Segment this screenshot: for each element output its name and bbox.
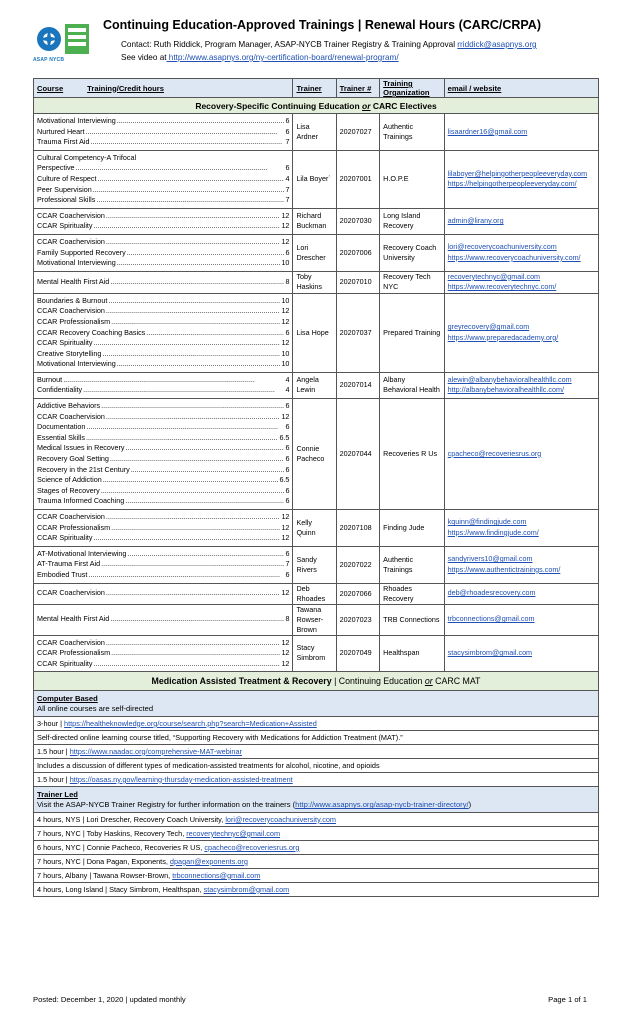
table-row bbox=[34, 293, 599, 372]
trainer-name: Stacy Simbrom bbox=[293, 635, 336, 672]
computer-course-text: Self-directed online learning course titled, “Supporting Recovery with Medications for Addiction Treatment (MAT).” bbox=[34, 731, 599, 745]
course-line bbox=[37, 153, 289, 164]
training-organization: Rhoades Recovery bbox=[380, 583, 445, 604]
course-hours: 6 bbox=[285, 401, 290, 411]
computer-based-heading: Computer Based All online courses are self-directed bbox=[34, 691, 599, 717]
section-heading-row bbox=[34, 98, 599, 114]
course-name: CCAR Coachervision bbox=[37, 210, 105, 220]
document-page bbox=[33, 18, 599, 894]
course-line bbox=[37, 570, 289, 581]
trainer-name: Angela Lewin bbox=[293, 372, 336, 398]
course-hours: 6 bbox=[285, 454, 290, 464]
course-line bbox=[37, 317, 289, 328]
training-organization: Recovery Coach University bbox=[380, 234, 445, 271]
asap-logo-icon bbox=[35, 20, 91, 58]
course-hours: 12 bbox=[281, 210, 290, 220]
course-hours: 12 bbox=[281, 588, 290, 598]
course-hours: 12 bbox=[281, 236, 290, 246]
course-hours: 6 bbox=[285, 548, 290, 558]
course-name: Creative Storytelling bbox=[37, 348, 102, 358]
course-line bbox=[37, 258, 289, 269]
course-line bbox=[37, 443, 289, 454]
table-row bbox=[34, 510, 599, 547]
course-name: Motivational Interviewing bbox=[37, 116, 116, 125]
course-name: CCAR Professionalism bbox=[37, 316, 111, 326]
trainer-name: Lisa Hope bbox=[293, 293, 336, 372]
trainer-led-heading-row bbox=[34, 787, 599, 813]
course-line bbox=[37, 433, 289, 444]
course-hours: 12 bbox=[281, 512, 290, 521]
course-hours: 8 bbox=[285, 276, 290, 286]
course-line bbox=[37, 588, 289, 599]
course-hours: 7 bbox=[285, 559, 290, 569]
trainer-number: 20207044 bbox=[336, 399, 380, 510]
course-name: Burnout bbox=[37, 374, 63, 384]
trainer-led-row bbox=[34, 813, 599, 827]
trainer-name: Sandy Rivers bbox=[293, 546, 336, 583]
course-hours: 8 bbox=[285, 614, 290, 624]
course-hours: 6 bbox=[285, 422, 290, 432]
computer-based-heading-row bbox=[34, 691, 599, 717]
contact-links-cell bbox=[444, 234, 598, 271]
contact-email-link[interactable]: rriddick@asapnys.org bbox=[457, 40, 537, 49]
course-line bbox=[37, 412, 289, 423]
course-link[interactable]: https://oasas.ny.gov/learning-thursday-medication-assisted-treatment bbox=[69, 774, 293, 784]
contact-links-cell bbox=[444, 293, 598, 372]
course-name: Confidentiality bbox=[37, 385, 83, 395]
header-trainer: Trainer bbox=[293, 79, 336, 98]
trainer-number: 20207037 bbox=[336, 293, 380, 372]
trainer-led-row bbox=[34, 841, 599, 855]
course-line bbox=[37, 359, 289, 370]
section-heading: Recovery-Specific Continuing Education or CARC Electives bbox=[34, 98, 599, 114]
trainer-number: 20207001 bbox=[336, 150, 380, 208]
table-row bbox=[34, 114, 599, 151]
course-hours: 6.5 bbox=[279, 432, 290, 442]
trainer-led-text: 4 hours, Long Island | Stacy Simbrom, Healthspan, stacysimbrom@gmail.com bbox=[34, 883, 599, 897]
course-hours: 6 bbox=[285, 247, 290, 257]
computer-course-text: 3-hour | https://healtheknowledge.org/course/search.php?search=Medication+Assisted bbox=[34, 717, 599, 731]
course-line bbox=[37, 512, 289, 523]
course-list-cell bbox=[34, 234, 293, 271]
course-line bbox=[37, 163, 289, 174]
course-line bbox=[37, 221, 289, 232]
course-hours: 12 bbox=[281, 533, 290, 543]
course-name: Motivational Interviewing bbox=[37, 359, 116, 369]
course-name: Trauma Informed Coaching bbox=[37, 496, 125, 506]
contact-links-cell bbox=[444, 510, 598, 547]
trainer-name: Deb Rhoades bbox=[293, 583, 336, 604]
course-hours: 10 bbox=[281, 258, 290, 268]
course-name: Embodied Trust bbox=[37, 569, 88, 579]
page-footer bbox=[33, 995, 587, 1004]
course-line bbox=[37, 306, 289, 317]
website-link[interactable]: https://www.recoverycoachuniversity.com/ bbox=[447, 252, 581, 262]
course-hours: 6 bbox=[285, 116, 290, 125]
contact-links-cell bbox=[444, 635, 598, 672]
course-name: Recovery in the 21st Century bbox=[37, 464, 130, 474]
trainer-led-text: 4 hours, NYS | Lori Drescher, Recovery Coach University, lori@recoverycoachuniversity.com bbox=[34, 813, 599, 827]
trainer-led-row bbox=[34, 827, 599, 841]
course-name: CCAR Recovery Coaching Basics bbox=[37, 327, 146, 337]
trainer-email-link[interactable]: stacysimbrom@gmail.com bbox=[203, 884, 290, 894]
course-name: CCAR Coachervision bbox=[37, 512, 105, 521]
course-list-cell bbox=[34, 510, 293, 547]
course-list-cell bbox=[34, 114, 293, 151]
course-name: CCAR Professionalism bbox=[37, 522, 111, 532]
course-name: CCAR Coachervision bbox=[37, 411, 105, 421]
trainer-led-text: 7 hours, NYC | Toby Haskins, Recovery Tech, recoverytechnyc@gmail.com bbox=[34, 827, 599, 841]
course-name: Nurtured Heart bbox=[37, 126, 85, 136]
course-hours: 6 bbox=[285, 327, 290, 337]
course-name: Motivational Interviewing bbox=[37, 258, 116, 268]
training-organization: TRB Connections bbox=[380, 604, 445, 635]
table-header-row bbox=[34, 79, 599, 98]
course-list-cell bbox=[34, 372, 293, 398]
header-course: Course Training/Credit hours bbox=[34, 79, 293, 98]
contact-links-cell bbox=[444, 583, 598, 604]
course-line bbox=[37, 533, 289, 544]
course-line bbox=[37, 496, 289, 507]
course-name: Peer Supervision bbox=[37, 184, 92, 194]
trainer-name: Connie Pacheco bbox=[293, 399, 336, 510]
course-line bbox=[37, 454, 289, 465]
course-line bbox=[37, 401, 289, 412]
course-list-cell bbox=[34, 271, 293, 293]
course-line bbox=[37, 549, 289, 560]
mat-heading-row bbox=[34, 672, 599, 691]
header-organization: Training Organization bbox=[380, 79, 445, 98]
contact-links-cell bbox=[444, 114, 598, 151]
trainer-number: 20207030 bbox=[336, 208, 380, 234]
trainer-number: 20207027 bbox=[336, 114, 380, 151]
course-hours: 10 bbox=[281, 359, 290, 369]
course-line bbox=[37, 248, 289, 259]
computer-course-row bbox=[34, 745, 599, 759]
course-line bbox=[37, 523, 289, 534]
trainer-email-link[interactable]: lori@recoverycoachuniversity.com bbox=[225, 814, 336, 824]
trainer-number: 20207006 bbox=[336, 234, 380, 271]
email-link[interactable]: stacysimbrom@gmail.com bbox=[447, 648, 533, 658]
course-hours: 12 bbox=[281, 522, 290, 532]
course-hours: 6 bbox=[285, 126, 290, 136]
course-line bbox=[37, 137, 289, 148]
course-name: CCAR Coachervision bbox=[37, 236, 105, 246]
course-line bbox=[37, 385, 289, 396]
email-link[interactable]: lori@recoverycoachuniversity.com bbox=[447, 242, 557, 252]
trainer-led-text: 7 hours, Albany | Tawana Rowser-Brown, trbconnections@gmail.com bbox=[34, 869, 599, 883]
course-name: Medical Issues in Recovery bbox=[37, 443, 125, 453]
course-name: CCAR Coachervision bbox=[37, 306, 105, 316]
email-link[interactable]: greyrecovery@gmail.com bbox=[447, 322, 530, 332]
table-row bbox=[34, 635, 599, 672]
course-line bbox=[37, 296, 289, 307]
course-line bbox=[37, 638, 289, 649]
email-link[interactable]: recoverytechnyc@gmail.com bbox=[447, 271, 541, 281]
posted-date: Posted: December 1, 2020 | updated monthly bbox=[33, 995, 186, 1004]
email-link[interactable]: sandyrivers10@gmail.com bbox=[447, 554, 533, 564]
trainer-number: 20207014 bbox=[336, 372, 380, 398]
course-line bbox=[37, 116, 289, 127]
course-name: CCAR Spirituality bbox=[37, 533, 93, 543]
trainer-led-row bbox=[34, 883, 599, 897]
trainer-number: 20207066 bbox=[336, 583, 380, 604]
course-hours: 6 bbox=[285, 496, 290, 506]
course-line bbox=[37, 486, 289, 497]
table-row bbox=[34, 208, 599, 234]
course-name: CCAR Spirituality bbox=[37, 338, 93, 348]
trainer-led-row bbox=[34, 855, 599, 869]
contact-text: Contact: Ruth Riddick, Program Manager, ASAP-NYCB Trainer Registry & Training Approval bbox=[121, 40, 456, 49]
training-organization: Healthspan bbox=[380, 635, 445, 672]
course-name: Recovery Goal Setting bbox=[37, 454, 109, 464]
course-line bbox=[37, 211, 289, 222]
course-name: CCAR Coachervision bbox=[37, 588, 105, 598]
course-line bbox=[37, 648, 289, 659]
course-name: Documentation bbox=[37, 422, 86, 432]
course-link[interactable]: https://www.naadac.org/comprehensive-MAT-webinar bbox=[69, 746, 242, 756]
course-link[interactable]: https://healtheknowledge.org/course/search.php?search=Medication+Assisted bbox=[64, 718, 317, 728]
trainer-name: Lila Boyer` bbox=[293, 150, 336, 208]
training-organization: Authentic Trainings bbox=[380, 546, 445, 583]
course-hours: 7 bbox=[285, 137, 290, 147]
course-list-cell bbox=[34, 293, 293, 372]
course-line bbox=[37, 465, 289, 476]
course-line bbox=[37, 659, 289, 670]
course-hours: 10 bbox=[281, 348, 290, 358]
email-link[interactable]: trbconnections@gmail.com bbox=[447, 614, 535, 624]
email-link[interactable]: lisaardner16@gmail.com bbox=[447, 126, 528, 136]
course-name: AT-Motivational Interviewing bbox=[37, 548, 127, 558]
email-link[interactable]: kquinn@findingjude.com bbox=[447, 517, 527, 527]
course-hours: 12 bbox=[281, 648, 290, 658]
trainer-number: 20207023 bbox=[336, 604, 380, 635]
table-row bbox=[34, 372, 599, 398]
email-link[interactable]: lilaboyer@helpingotherpeopleeveryday.com bbox=[447, 168, 588, 178]
see-video-text: See video at bbox=[121, 53, 167, 62]
training-organization: Recoveries R Us bbox=[380, 399, 445, 510]
training-organization: Prepared Training bbox=[380, 293, 445, 372]
course-name: Perspective bbox=[37, 163, 75, 173]
trainer-led-row bbox=[34, 869, 599, 883]
course-name: Trauma First Aid bbox=[37, 137, 90, 147]
contact-links-cell bbox=[444, 208, 598, 234]
table-row bbox=[34, 399, 599, 510]
course-list-cell bbox=[34, 604, 293, 635]
header-email-website: email / website bbox=[444, 79, 598, 98]
course-name: Science of Addiction bbox=[37, 475, 102, 485]
course-list-cell bbox=[34, 635, 293, 672]
course-line bbox=[37, 127, 289, 138]
course-hours: 6 bbox=[285, 464, 290, 474]
trainer-name: Lori Drescher bbox=[293, 234, 336, 271]
email-link[interactable]: alewin@albanybehavioralhealthllc.com bbox=[447, 374, 572, 384]
course-name: Boundaries & Burnout bbox=[37, 295, 108, 305]
table-row bbox=[34, 546, 599, 583]
course-line bbox=[37, 422, 289, 433]
course-hours: 12 bbox=[281, 637, 290, 647]
contact-links-cell bbox=[444, 271, 598, 293]
course-line bbox=[37, 375, 289, 386]
website-link[interactable]: https://www.preparedacademy.org/ bbox=[447, 332, 559, 342]
trainer-number: 20207049 bbox=[336, 635, 380, 672]
course-hours: 12 bbox=[281, 316, 290, 326]
renewal-program-link[interactable]: http://www.asapnys.org/ny-certification-board/renewal-program/ bbox=[166, 53, 399, 62]
course-name: Mental Health First Aid bbox=[37, 614, 110, 624]
course-name: Mental Health First Aid bbox=[37, 276, 110, 286]
course-name: Culture of Respect bbox=[37, 173, 97, 183]
contact-links-cell bbox=[444, 150, 598, 208]
trainings-table bbox=[33, 78, 599, 897]
course-name: CCAR Spirituality bbox=[37, 221, 93, 231]
course-line bbox=[37, 328, 289, 339]
contact-links-cell bbox=[444, 604, 598, 635]
contact-links-cell bbox=[444, 546, 598, 583]
email-link[interactable]: admin@lirany.org bbox=[447, 216, 504, 226]
trainer-number: 20207010 bbox=[336, 271, 380, 293]
course-hours: 4 bbox=[285, 173, 290, 183]
computer-course-row bbox=[34, 773, 599, 787]
computer-course-row bbox=[34, 759, 599, 773]
table-row bbox=[34, 604, 599, 635]
trainer-led-text: 7 hours, NYC | Dona Pagan, Exponents, dpagan@exponents.org bbox=[34, 855, 599, 869]
contact-links-cell bbox=[444, 372, 598, 398]
computer-course-row bbox=[34, 731, 599, 745]
trainer-number: 20207022 bbox=[336, 546, 380, 583]
course-name: CCAR Professionalism bbox=[37, 648, 111, 658]
course-line bbox=[37, 349, 289, 360]
course-name: AT-Trauma First Aid bbox=[37, 559, 101, 569]
table-row bbox=[34, 234, 599, 271]
trainer-email-link[interactable]: recoverytechnyc@gmail.com bbox=[186, 828, 281, 838]
training-organization: Finding Jude bbox=[380, 510, 445, 547]
course-hours: 12 bbox=[281, 411, 290, 421]
header-trainer-number: Trainer # bbox=[336, 79, 380, 98]
course-list-cell bbox=[34, 583, 293, 604]
course-line bbox=[37, 614, 289, 625]
course-name: Family Supported Recovery bbox=[37, 247, 126, 257]
trainer-name: Lisa Ardner bbox=[293, 114, 336, 151]
trainer-number: 20207108 bbox=[336, 510, 380, 547]
course-name: Addictive Behaviors bbox=[37, 401, 101, 411]
course-hours: 6 bbox=[285, 443, 290, 453]
website-link[interactable]: https://www.authentictrainings.com/ bbox=[447, 564, 561, 574]
trainer-email-link[interactable]: trbconnections@gmail.com bbox=[172, 870, 261, 880]
website-link[interactable]: https://helpingotherpeopleeveryday.com/ bbox=[447, 179, 577, 189]
page-number: Page 1 of 1 bbox=[548, 995, 587, 1004]
see-video-line bbox=[121, 53, 399, 62]
training-organization: Long Island Recovery bbox=[380, 208, 445, 234]
table-row bbox=[34, 271, 599, 293]
trainer-name: Tawana Rowser-Brown bbox=[293, 604, 336, 635]
course-hours: 7 bbox=[285, 195, 290, 205]
course-hours: 6 bbox=[285, 163, 290, 173]
course-name: Stages of Recovery bbox=[37, 485, 100, 495]
course-hours: 4 bbox=[285, 385, 290, 395]
course-list-cell bbox=[34, 546, 293, 583]
website-link[interactable]: https://www.findingjude.com/ bbox=[447, 527, 539, 537]
contact-line bbox=[121, 40, 537, 49]
page-title: Continuing Education-Approved Trainings | Renewal Hours (CARC/CRPA) bbox=[103, 18, 541, 32]
computer-course-text: 1.5 hour | https://www.naadac.org/comprehensive-MAT-webinar bbox=[34, 745, 599, 759]
trainer-email-link[interactable]: cpacheco@recoveriesrus.org bbox=[204, 842, 300, 852]
contact-links-cell bbox=[444, 399, 598, 510]
course-name: Professional Skills bbox=[37, 195, 96, 205]
training-organization: Albany Behavioral Health bbox=[380, 372, 445, 398]
website-link[interactable]: https://www.recoverytechnyc.com/ bbox=[447, 282, 557, 292]
course-list-cell bbox=[34, 150, 293, 208]
training-organization: Recovery Tech NYC bbox=[380, 271, 445, 293]
course-line bbox=[37, 185, 289, 196]
course-line bbox=[37, 237, 289, 248]
course-hours: 12 bbox=[281, 221, 290, 231]
website-link[interactable]: http://albanybehavioralhealthllc.com/ bbox=[447, 385, 564, 395]
table-row bbox=[34, 150, 599, 208]
course-name: CCAR Coachervision bbox=[37, 637, 105, 647]
course-list-cell bbox=[34, 208, 293, 234]
training-organization: Authentic Trainings bbox=[380, 114, 445, 151]
computer-course-row bbox=[34, 717, 599, 731]
course-line bbox=[37, 174, 289, 185]
course-hours: 7 bbox=[285, 184, 290, 194]
course-line bbox=[37, 475, 289, 486]
training-organization: H.O.P.E bbox=[380, 150, 445, 208]
email-link[interactable]: deb@rhoadesrecovery.com bbox=[447, 588, 536, 598]
mat-heading: Medication Assisted Treatment & Recovery | Continuing Education or CARC MAT bbox=[34, 672, 599, 691]
trainer-email-link[interactable]: dpagan@exponents.org bbox=[169, 856, 248, 866]
document-header bbox=[33, 18, 599, 78]
course-line bbox=[37, 559, 289, 570]
trainer-name: Toby Haskins bbox=[293, 271, 336, 293]
course-line bbox=[37, 277, 289, 288]
trainer-name: Kelly Quinn bbox=[293, 510, 336, 547]
trainer-directory-link[interactable]: http://www.asapnys.org/asap-nycb-trainer-directory/ bbox=[295, 800, 469, 810]
course-hours: 12 bbox=[281, 306, 290, 316]
email-link[interactable]: cpacheco@recoveriesrus.org bbox=[447, 448, 542, 458]
course-name: Cultural Competency-A Trifocal bbox=[37, 152, 137, 162]
trainer-led-text: 6 hours, NYC | Connie Pacheco, Recoveries R US, cpacheco@recoveriesrus.org bbox=[34, 841, 599, 855]
computer-course-text: 1.5 hour | https://oasas.ny.gov/learning-thursday-medication-assisted-treatment bbox=[34, 773, 599, 787]
table-row bbox=[34, 583, 599, 604]
course-line bbox=[37, 338, 289, 349]
logo-caption: ASAP NYCB bbox=[33, 57, 65, 63]
course-hours: 12 bbox=[281, 338, 290, 348]
course-list-cell bbox=[34, 399, 293, 510]
course-hours: 10 bbox=[281, 295, 290, 305]
course-hours: 6 bbox=[285, 569, 290, 579]
course-hours: 4 bbox=[285, 374, 290, 384]
computer-course-text: Includes a discussion of different types of medication-assisted treatments for alcohol, nicotine, and opioids bbox=[34, 759, 599, 773]
course-line bbox=[37, 195, 289, 206]
course-hours: 6.5 bbox=[279, 475, 290, 485]
course-name: Essential Skills bbox=[37, 432, 85, 442]
course-name: CCAR Spirituality bbox=[37, 658, 93, 668]
trainer-name: Richard Buckman bbox=[293, 208, 336, 234]
course-hours: 6 bbox=[285, 485, 290, 495]
course-hours: 12 bbox=[281, 658, 290, 668]
trainer-led-heading: Trainer Led Visit the ASAP-NYCB Trainer Registry for further information on the trainers (http://www.asapnys.org/asap-nycb-trainer-directory/) bbox=[34, 787, 599, 813]
